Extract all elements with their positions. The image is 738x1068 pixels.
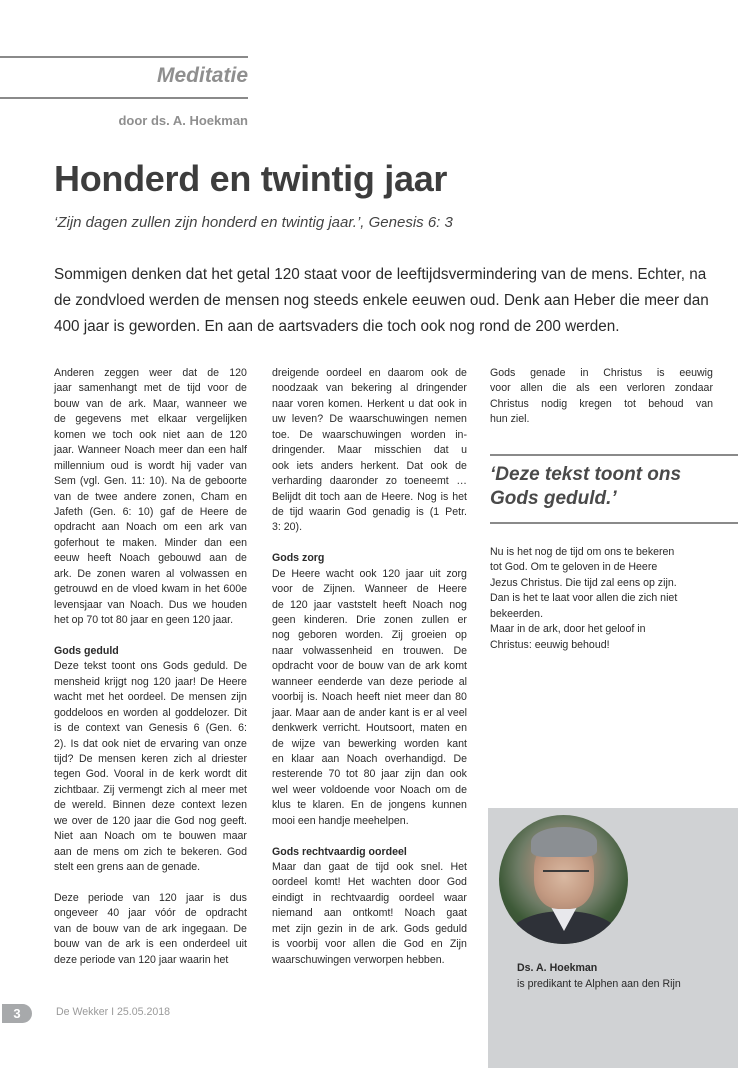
text-line: dreigende oordeel en daarom ook de [272, 367, 467, 379]
paragraph-gap [54, 628, 247, 643]
text-line: de wereld. Binnen deze context lezen [54, 799, 247, 812]
header-rule-top [0, 56, 248, 58]
text-line: stelt een grens aan de genade. [54, 861, 201, 873]
text-line: Dan is het te laat voor allen die zich niet [490, 592, 678, 605]
text-line: Jezus Christus. Die tijd zal eens op zijn. [490, 576, 677, 589]
bible-verse: ‘Zijn dagen zullen zijn honderd en twintig jaar.’, Genesis 6: 3 [54, 214, 453, 231]
text-line: de gegevens met elkaar vergelijken [54, 413, 247, 426]
text-line: waarschuwingen verworpen hebben. [272, 953, 445, 966]
text-line: 3: 20). [272, 521, 303, 534]
text-line: Nu is het nog de tijd om ons te bekeren [490, 546, 675, 558]
text-line: tot God. Om te geloven in de Heere [490, 561, 658, 574]
text-line: we over de 120 jaar die God nog geeft. [54, 814, 247, 827]
text-line: Maar in de ark, door het geloof in [490, 623, 646, 636]
section-label: Meditatie [156, 64, 248, 87]
text-line: resterende 70 tot 80 jaar zijn dan ook [272, 768, 467, 781]
text-line: geen kinderen. Drie zonen zullen er [272, 614, 467, 626]
text-line: denkwerk verricht. Houtsoort, maten en [272, 722, 467, 735]
text-line: De Heere wacht ook 120 jaar uit zorg [272, 567, 467, 580]
text-line: getrouwd en de vloed kwam in het 600e [54, 583, 247, 596]
text-line: bouw van de ark. Maar, wanneer we [54, 397, 247, 410]
text-line: jaar. Maar aan de ander kant is er al veel [272, 706, 467, 719]
text-line: tijd? De mensen keren zich al driester [54, 752, 247, 765]
text-line: ook iets anders herkent. Dat ook de [272, 459, 467, 472]
text-line: eindigt in rechtvaardig oordeel waar [272, 891, 467, 904]
text-line: wanneer eenderde van deze periode al [272, 675, 467, 688]
text-line: Jafeth (Gen. 6: 10) gaf de Heere de [54, 505, 247, 518]
intro-line: 400 jaar is geworden. En aan de aartsvaders die toch ook nog rond de 200 werden. [54, 318, 620, 335]
pull-quote-line: ‘Deze tekst toont ons [490, 464, 682, 485]
text-line: voor allen die als een verloren zondaar [490, 382, 713, 395]
text-line: niemand aan ontkomt! Noach gaat [272, 907, 467, 920]
pull-quote [490, 463, 681, 511]
author-photo [499, 815, 628, 944]
pull-quote-line: Gods geduld.’ [490, 488, 617, 509]
text-line: klus te klaren. En de jongens kunnen [272, 799, 467, 812]
text-line: Belijdt dit toch aan de Heere. Nog is het [272, 490, 467, 503]
text-line: voor de Zijnen. Wanneer de Heere [272, 583, 467, 596]
paragraph-gap [54, 875, 247, 890]
text-line: Gods genade in Christus is eeuwig [490, 367, 713, 379]
text-line: jaar samenhangt met de tijd voor de [54, 382, 247, 395]
text-line: Deze periode van 120 jaar is dus [54, 891, 247, 904]
quote-rule-top [490, 454, 738, 456]
header-rule-bottom [0, 97, 248, 99]
text-line: Christus nodig kregen tot behoud van [490, 397, 713, 410]
text-line: de tijd waarin God genadig is (1 Petr. [272, 505, 467, 518]
text-line: de 120 jaar vaststelt heeft Noach nog [272, 598, 467, 611]
text-line: goddeloos en worden al goddelozer. Dit [54, 706, 247, 719]
text-line: en klaar aan Noach overhandigd. De [272, 752, 467, 765]
text-line: millennium oud is wordt hij vader van [54, 459, 247, 472]
paragraph-gap [272, 536, 467, 551]
text-line: is voorbij voor allen die God en Zijn [272, 938, 467, 951]
text-line: Anderen zeggen weer dat de 120 [54, 367, 247, 379]
column-3-bottom [490, 545, 713, 653]
text-line: wacht met het oordeel. De mensen zijn [54, 691, 247, 704]
text-line: dringender. Maar misschien dat u [272, 444, 467, 457]
column-3-top [490, 366, 713, 428]
author-name: Ds. A. Hoekman [517, 962, 598, 974]
text-line: naar voren komen. Herkent u dat ook in [272, 397, 467, 410]
text-line: uw leven? De waarschuwingen nemen [272, 413, 467, 426]
text-line: toe. De waarschuwingen worden in- [272, 428, 467, 441]
text-line: goferhout te maken. Minder dan een [54, 536, 247, 549]
text-line: naar volwassenheid en trouwen. De [272, 644, 467, 657]
byline: door ds. A. Hoekman [118, 113, 248, 128]
text-line: ongeveer 40 jaar vóór de opdracht [54, 907, 247, 920]
text-line: van de bouw van de ark ingegaan. De [54, 922, 247, 935]
intro-line: de zondvloed werden de mensen nog steeds enkele eeuwen oud. Denk aan Heber die meer dan [54, 292, 709, 309]
text-line: het op 70 tot 80 jaar en geen 120 jaar. [54, 614, 234, 626]
text-line: opdracht voor de bouw van de ark komt [272, 660, 467, 673]
text-line: deze periode van 120 jaar waarin het [54, 953, 229, 966]
text-line: bekeerden. [490, 607, 544, 620]
text-line: Christus: eeuwig behoud! [490, 638, 610, 651]
text-line: de wijze van bewerking worden kant [272, 737, 467, 750]
text-line: mensheid krijgt nog 120 jaar! De Heere [54, 675, 247, 688]
text-line: verharding daaronder zo toeneemt … [272, 475, 467, 488]
text-line: opdracht aan Noach om een ark van [54, 521, 247, 534]
intro-paragraph [54, 262, 714, 340]
text-line: jaar. Wanneer Noach meer dan een half [54, 444, 247, 457]
intro-line: Sommigen denken dat het getal 120 staat voor de leeftijdsvermindering van de mens. Echter, na [54, 266, 707, 283]
text-line: mooi een handje meehelpen. [272, 814, 409, 827]
text-line: noodzaak van bekering al dringender [272, 382, 467, 395]
text-line: Maar dan gaat de tijd ook snel. Het [272, 861, 467, 873]
paragraph-gap [272, 829, 467, 844]
publication-footer: De Wekker I 25.05.2018 [56, 1006, 171, 1018]
section-heading: Gods rechtvaardig oordeel [272, 845, 407, 858]
text-line: met zijn gezin in de ark. Gods geduld [272, 922, 467, 935]
text-line: levensjaar van Noach. Dus we houden [54, 598, 247, 611]
text-line: Sem (vgl. Gen. 11: 10). Na de geboorte [54, 475, 247, 488]
text-line: hun ziel. [490, 413, 530, 426]
text-line: tegen God. Vooral in de kerk wordt dit [54, 768, 247, 781]
article-title: Honderd en twintig jaar [54, 158, 448, 199]
column-1 [54, 366, 247, 968]
quote-rule-bottom [490, 522, 738, 524]
section-heading: Gods zorg [272, 552, 325, 565]
text-line: is de context van Genesis 6 (Gen. 6: [54, 722, 247, 735]
text-line: Niet aan Noach om te bouwen maar [54, 830, 247, 843]
text-line: eeuw heeft Noach gebouwd aan de [54, 552, 247, 565]
text-line: zichtbaar. Zij vermengt zich al meer met [54, 783, 247, 796]
text-line: Deze tekst toont ons Gods geduld. De [54, 660, 247, 673]
text-line: wel weer voldoende voor Noach om de [272, 783, 467, 796]
text-line: oordeel komt! Het wachten door God [272, 876, 467, 889]
text-line: van de twee andere zonen, Cham en [54, 490, 247, 503]
section-heading: Gods geduld [54, 644, 119, 657]
author-description: is predikant te Alphen aan den Rijn [517, 978, 681, 990]
page-number: 3 [2, 1004, 32, 1023]
text-line: voorbij is. Noach heeft niet meer dan 80 [272, 691, 467, 704]
text-line: aan de mens om zich te bekeren. God [54, 845, 247, 858]
text-line: nog geboren worden. Zij groeien op [272, 629, 467, 642]
text-line: bouw van de ark is een onderdeel uit [54, 938, 247, 951]
text-line: 2). Is dat ook niet de ervaring van onze [54, 737, 247, 750]
column-2 [272, 366, 467, 968]
text-line: komen we toch ook niet aan de 120 [54, 428, 247, 441]
text-line: ark. De zonen waren al volwassen en [54, 567, 247, 580]
